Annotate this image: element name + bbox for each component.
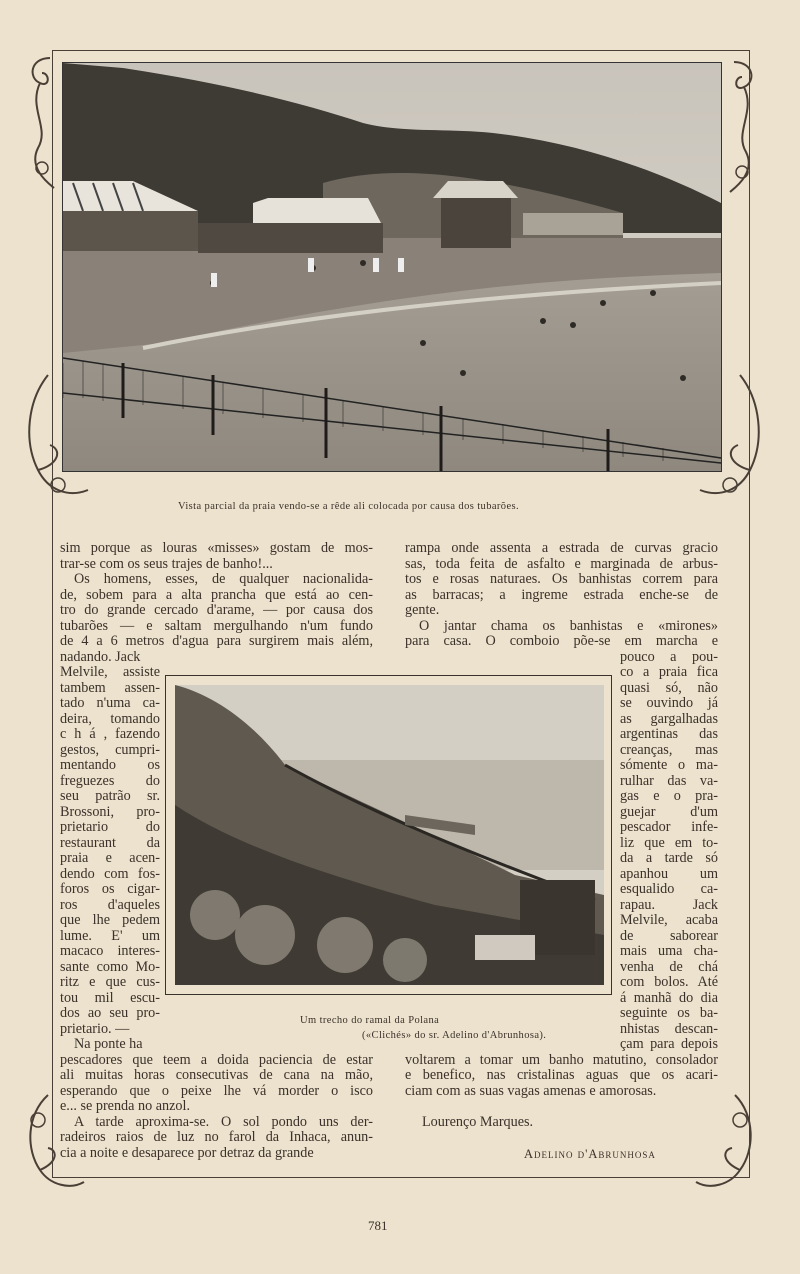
article-line: da a tarde só: [620, 850, 718, 866]
article-line: sante como Mo-: [60, 958, 160, 975]
article-line: gestos, cumpri-: [60, 741, 160, 758]
article-line: tado n'uma ca-: [60, 695, 160, 711]
article-line: sómente o ma-: [620, 757, 718, 773]
article-line: ritz e que cus-: [60, 974, 160, 990]
article-line: e... se prenda no anzol.: [60, 1098, 191, 1114]
article-line: ali muitas horas consecutivas de cana na mão,: [60, 1067, 373, 1083]
scroll-ornament-top-left: [20, 48, 60, 198]
article-line: mentando os: [60, 757, 160, 773]
article-line: dos ao seu pro-: [60, 1005, 160, 1021]
article-line: cia a noite e desaparece por detraz da grande: [60, 1144, 314, 1161]
article-line: que lhe pedem: [60, 912, 160, 928]
scroll-ornament-top-right: [724, 52, 764, 202]
article-line: Melvile, assiste: [60, 664, 160, 680]
article-line: tambem assen-: [60, 679, 160, 696]
article-line: A tarde aproxima-se. O sol pondo uns der-: [74, 1113, 373, 1130]
article-line: rapau. Jack: [620, 896, 718, 913]
article-line: lume. E' um: [60, 927, 160, 944]
article-line: quasi só, não: [620, 679, 718, 696]
article-line: tro do grande cercado d'arame, — por causa dos: [60, 602, 373, 618]
article-line: macaco interes-: [60, 943, 160, 959]
article-line: gas e o pra-: [620, 788, 718, 804]
article-line: as gargalhadas: [620, 710, 718, 727]
article-line: çam para depois: [620, 1036, 718, 1052]
article-line: liz que em to-: [620, 834, 718, 851]
article-line: esperando que o peixe lhe vá morder o isco: [60, 1082, 373, 1099]
article-line: apanhou um: [620, 865, 718, 882]
article-line: dendo com fos-: [60, 865, 160, 882]
article-line: mais uma cha-: [620, 943, 718, 959]
article-line: tou mil escu-: [60, 989, 160, 1006]
article-line: O jantar chama os banhistas e «mirones»: [419, 617, 718, 634]
article-line: com bolos. Até: [620, 974, 718, 990]
article-line: nadando. Jack: [60, 648, 141, 665]
article-line: creanças, mas: [620, 741, 718, 758]
article-line: prietario. —: [60, 1020, 130, 1037]
beach-photo: [62, 62, 722, 472]
article-line: radeiros raios de luz no farol da Inhaca, anun-: [60, 1129, 373, 1145]
article-line: foros os cigar-: [60, 881, 160, 897]
article-line: de saborear: [620, 927, 718, 944]
article-line: ros d'aqueles: [60, 896, 160, 913]
article-line: guejar d'um: [620, 803, 718, 820]
article-line: de, sobem para a alta prancha que está ao cen-: [60, 586, 373, 603]
article-line: c h á , fazendo: [60, 726, 160, 742]
article-line: prietario do: [60, 819, 160, 835]
author-signature: Adelino d'Abrunhosa: [524, 1147, 656, 1161]
railway-photo-credit: («Clichés» do sr. Adelino d'Abrunhosa).: [362, 1030, 547, 1041]
article-line: Os homens, esses, de qualquer nacionalida-: [74, 571, 373, 587]
article-line: restaurant da: [60, 834, 160, 851]
article-line: rulhar das va-: [620, 772, 718, 789]
article-line: seu patrão sr.: [60, 788, 160, 804]
place-dateline: Lourenço Marques.: [422, 1114, 534, 1130]
page-number: 781: [368, 1218, 388, 1233]
article-line: pescadores que teem a doida paciencia de estar: [60, 1051, 373, 1068]
article-line: trar-se com os seus trajes de banho!...: [60, 555, 273, 572]
article-line: argentinas das: [620, 726, 718, 742]
article-line: e benefico, nas cristalinas aguas que os acari-: [405, 1067, 718, 1083]
article-line: nhistas descan-: [620, 1020, 718, 1037]
article-line: co a praia fica: [620, 664, 718, 680]
article-line: tos e rosas naturaes. Os banhistas correm para: [405, 571, 718, 587]
article-line: esqualido ca-: [620, 881, 718, 897]
article-line: seguinte os ba-: [620, 1005, 718, 1021]
article-line: tubarões — e saltam mergulhando n'um fundo: [60, 617, 373, 634]
article-line: Brossoni, pro-: [60, 803, 160, 820]
article-line: á manhã do dia: [620, 989, 718, 1006]
article-line: sim porque as louras «misses» gostam de mos-: [60, 540, 373, 556]
article-line: pouco a pou-: [620, 648, 718, 665]
beach-photo-caption: Vista parcial da praia vendo-se a rêde ali colocada por causa dos tubarões.: [178, 501, 520, 512]
article-line: freguezes do: [60, 772, 160, 789]
article-line: as barracas; a ingreme estrada enche-se de: [405, 586, 718, 603]
article-line: se ouvindo já: [620, 695, 718, 711]
railway-photo: [175, 685, 604, 985]
article-line: gente.: [405, 602, 440, 618]
article-line: rampa onde assenta a estrada de curvas gracio: [405, 540, 718, 556]
article-line: deira, tomando: [60, 710, 160, 727]
railway-photo-caption: Um trecho do ramal da Polana: [300, 1015, 440, 1026]
article-line: de 4 a 6 metros d'agua para surgirem mais além,: [60, 633, 373, 649]
article-line: praia e acen-: [60, 850, 160, 866]
scroll-ornament-bottom-right: [690, 1090, 760, 1205]
article-line: venha de chá: [620, 958, 718, 975]
article-line: pescador infe-: [620, 819, 718, 835]
article-line: para casa. O comboio põe-se em marcha e: [405, 633, 718, 649]
article-line: sas, toda feita de asfalto e marginada de arbus-: [405, 555, 718, 572]
article-line: Na ponte ha: [74, 1036, 143, 1052]
article-line: Melvile, acaba: [620, 912, 718, 928]
article-line: ciam com as suas vagas amenas e amorosas.: [405, 1082, 657, 1099]
article-line: voltarem a tomar um banho matutino, consolador: [405, 1051, 718, 1068]
